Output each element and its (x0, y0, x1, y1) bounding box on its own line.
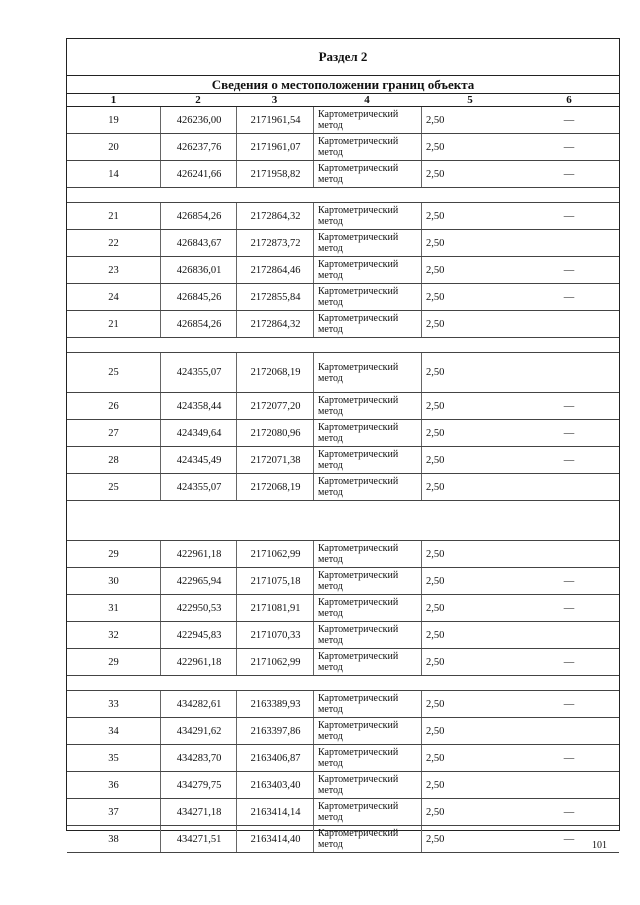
note-cell (519, 541, 619, 567)
method-cell (313, 799, 421, 825)
accuracy-cell: 2,50 (421, 745, 519, 771)
accuracy-cell: 2,50 (421, 649, 519, 675)
table-row (67, 311, 619, 338)
point-number-cell: 30 (108, 575, 119, 587)
x-coordinate-cell: 426854,26 (160, 311, 237, 337)
note-cell (519, 353, 619, 392)
x-coordinate-cell: 424349,64 (160, 420, 237, 446)
column-header-5: 5 (467, 94, 473, 106)
point-number-cell: 26 (108, 400, 119, 412)
column-header-4: 4 (364, 94, 370, 106)
y-coordinate-cell: 2171958,82 (236, 161, 314, 187)
table-row (67, 718, 619, 745)
table-column-headers (67, 94, 619, 107)
method-text: Картометрический метод (318, 828, 399, 850)
method-cell (313, 107, 421, 133)
note-cell: — (563, 656, 575, 668)
method-text: Картометрический метод (318, 801, 399, 823)
method-text: Картометрический метод (318, 259, 399, 281)
note-cell: — (563, 400, 575, 412)
method-cell (313, 134, 421, 160)
x-coordinate-cell: 422961,18 (160, 541, 237, 567)
x-coordinate-cell: 426241,66 (160, 161, 237, 187)
table-row (67, 420, 619, 447)
point-number-cell: 19 (108, 114, 119, 126)
method-cell (313, 772, 421, 798)
accuracy-cell: 2,50 (421, 622, 519, 648)
point-number-cell: 32 (108, 629, 119, 641)
y-coordinate-cell: 2172068,19 (236, 474, 314, 500)
note-cell: — (563, 114, 575, 126)
note-cell (519, 772, 619, 798)
point-number-cell: 36 (108, 779, 119, 791)
x-coordinate-cell: 434291,62 (160, 718, 237, 744)
note-cell: — (563, 602, 575, 614)
y-coordinate-cell: 2171062,99 (236, 649, 314, 675)
method-text: Картометрический метод (318, 543, 399, 565)
method-cell (313, 541, 421, 567)
x-coordinate-cell: 426843,67 (160, 230, 237, 256)
y-coordinate-cell: 2172071,38 (236, 447, 314, 473)
y-coordinate-cell: 2163414,14 (236, 799, 314, 825)
x-coordinate-cell: 426836,01 (160, 257, 237, 283)
table-row (67, 447, 619, 474)
accuracy-cell: 2,50 (421, 541, 519, 567)
table-row (67, 541, 619, 568)
table-row (67, 257, 619, 284)
table-row (67, 134, 619, 161)
table-row (67, 393, 619, 420)
point-number-cell: 38 (108, 833, 119, 845)
column-header-3: 3 (271, 94, 278, 106)
separator-row (67, 338, 619, 353)
x-coordinate-cell: 422961,18 (160, 649, 237, 675)
point-number-cell: 14 (108, 168, 119, 180)
method-text: Картометрический метод (318, 693, 399, 715)
point-number-cell: 27 (108, 427, 119, 439)
table-row (67, 203, 619, 230)
section-title: Раздел 2 (67, 39, 619, 76)
accuracy-cell: 2,50 (421, 230, 519, 256)
y-coordinate-cell: 2163414,40 (236, 826, 314, 852)
accuracy-cell: 2,50 (421, 691, 519, 717)
x-coordinate-cell: 424358,44 (160, 393, 237, 419)
method-text: Картометрический метод (318, 313, 399, 335)
note-cell: — (563, 454, 575, 466)
method-text: Картометрический метод (318, 747, 399, 769)
note-cell: — (563, 168, 575, 180)
point-number-cell: 22 (108, 237, 119, 249)
x-coordinate-cell: 424345,49 (160, 447, 237, 473)
method-cell (313, 161, 421, 187)
accuracy-cell: 2,50 (421, 393, 519, 419)
table-row (67, 799, 619, 826)
note-cell: — (563, 752, 575, 764)
note-cell (519, 311, 619, 337)
page-number: 101 (592, 840, 607, 851)
y-coordinate-cell: 2163389,93 (236, 691, 314, 717)
x-coordinate-cell: 434271,51 (160, 826, 237, 852)
method-text: Картометрический метод (318, 136, 399, 158)
method-cell (313, 420, 421, 446)
point-number-cell: 34 (108, 725, 119, 737)
table-row (67, 826, 619, 853)
accuracy-cell: 2,50 (421, 474, 519, 500)
y-coordinate-cell: 2171961,54 (236, 107, 314, 133)
accuracy-cell: 2,50 (421, 772, 519, 798)
point-number-cell: 21 (108, 318, 119, 330)
method-text: Картометрический метод (318, 449, 399, 471)
y-coordinate-cell: 2172855,84 (236, 284, 314, 310)
accuracy-cell: 2,50 (421, 568, 519, 594)
column-header-1: 1 (110, 94, 117, 106)
point-number-cell: 28 (108, 454, 119, 466)
accuracy-cell: 2,50 (421, 826, 519, 852)
point-number-cell: 31 (108, 602, 119, 614)
y-coordinate-cell: 2172077,20 (236, 393, 314, 419)
x-coordinate-cell: 434283,70 (160, 745, 237, 771)
method-cell (313, 826, 421, 852)
method-cell (313, 691, 421, 717)
method-cell (313, 447, 421, 473)
method-text: Картометрический метод (318, 109, 399, 131)
accuracy-cell: 2,50 (421, 134, 519, 160)
method-cell (313, 568, 421, 594)
method-cell (313, 393, 421, 419)
x-coordinate-cell: 426854,26 (160, 203, 237, 229)
point-number-cell: 20 (108, 141, 119, 153)
method-cell (313, 474, 421, 500)
accuracy-cell: 2,50 (421, 284, 519, 310)
column-header-2: 2 (195, 94, 201, 106)
y-coordinate-cell: 2172873,72 (236, 230, 314, 256)
x-coordinate-cell: 426845,26 (160, 284, 237, 310)
method-cell (313, 745, 421, 771)
point-number-cell: 24 (108, 291, 119, 303)
note-cell: — (563, 210, 575, 222)
method-cell (313, 257, 421, 283)
accuracy-cell: 2,50 (421, 595, 519, 621)
method-cell (313, 622, 421, 648)
table-row (67, 772, 619, 799)
y-coordinate-cell: 2171062,99 (236, 541, 314, 567)
method-cell (313, 595, 421, 621)
method-text: Картометрический метод (318, 232, 399, 254)
accuracy-cell: 2,50 (421, 447, 519, 473)
x-coordinate-cell: 424355,07 (160, 353, 237, 392)
accuracy-cell: 2,50 (421, 311, 519, 337)
method-text: Картометрический метод (318, 597, 399, 619)
point-number-cell: 29 (108, 656, 119, 668)
table-row (67, 745, 619, 772)
table-row (67, 595, 619, 622)
note-cell: — (563, 291, 575, 303)
method-text: Картометрический метод (318, 361, 399, 384)
x-coordinate-cell: 426236,00 (160, 107, 237, 133)
table-body (67, 107, 619, 853)
y-coordinate-cell: 2172864,32 (236, 203, 314, 229)
accuracy-cell: 2,50 (421, 718, 519, 744)
separator-row (67, 188, 619, 203)
accuracy-cell: 2,50 (421, 161, 519, 187)
table-row (67, 230, 619, 257)
note-cell (519, 474, 619, 500)
note-cell: — (563, 833, 575, 845)
table-row (67, 691, 619, 718)
x-coordinate-cell: 422965,94 (160, 568, 237, 594)
accuracy-cell: 2,50 (421, 107, 519, 133)
table-row (67, 649, 619, 676)
accuracy-cell: 2,50 (421, 799, 519, 825)
table-row (67, 568, 619, 595)
point-number-cell: 33 (108, 698, 119, 710)
accuracy-cell: 2,50 (421, 420, 519, 446)
x-coordinate-cell: 434279,75 (160, 772, 237, 798)
x-coordinate-cell: 426237,76 (160, 134, 237, 160)
note-cell: — (563, 698, 575, 710)
method-text: Картометрический метод (318, 395, 399, 417)
method-cell (313, 203, 421, 229)
method-cell (313, 649, 421, 675)
note-cell (519, 718, 619, 744)
method-text: Картометрический метод (318, 624, 399, 646)
separator-row (67, 501, 619, 541)
method-text: Картометрический метод (318, 774, 399, 796)
y-coordinate-cell: 2172080,96 (236, 420, 314, 446)
y-coordinate-cell: 2171961,07 (236, 134, 314, 160)
point-number-cell: 25 (108, 367, 119, 378)
method-text: Картометрический метод (318, 286, 399, 308)
method-cell (313, 284, 421, 310)
method-text: Картометрический метод (318, 651, 399, 673)
y-coordinate-cell: 2171070,33 (236, 622, 314, 648)
point-number-cell: 21 (108, 210, 119, 222)
method-text: Картометрический метод (318, 422, 399, 444)
table-row (67, 622, 619, 649)
x-coordinate-cell: 434271,18 (160, 799, 237, 825)
note-cell: — (563, 575, 575, 587)
subsection-title: Сведения о местоположении границ объекта (67, 76, 619, 94)
point-number-cell: 25 (108, 481, 119, 493)
note-cell: — (563, 141, 575, 153)
point-number-cell: 35 (108, 752, 119, 764)
accuracy-cell: 2,50 (421, 203, 519, 229)
y-coordinate-cell: 2172864,32 (236, 311, 314, 337)
method-cell (313, 230, 421, 256)
method-cell (313, 353, 421, 392)
point-number-cell: 29 (108, 548, 119, 560)
note-cell: — (563, 806, 575, 818)
x-coordinate-cell: 422950,53 (160, 595, 237, 621)
y-coordinate-cell: 2163403,40 (236, 772, 314, 798)
y-coordinate-cell: 2172864,46 (236, 257, 314, 283)
y-coordinate-cell: 2171081,91 (236, 595, 314, 621)
table-row (67, 161, 619, 188)
x-coordinate-cell: 424355,07 (160, 474, 237, 500)
table-row (67, 353, 619, 393)
method-cell (313, 311, 421, 337)
accuracy-cell: 2,50 (421, 257, 519, 283)
table-row (67, 107, 619, 134)
note-cell: — (563, 264, 575, 276)
point-number-cell: 23 (108, 264, 119, 276)
method-text: Картометрический метод (318, 205, 399, 227)
x-coordinate-cell: 434282,61 (160, 691, 237, 717)
x-coordinate-cell: 422945,83 (160, 622, 237, 648)
separator-row (67, 676, 619, 691)
table-row (67, 474, 619, 501)
column-header-6: 6 (566, 94, 572, 106)
y-coordinate-cell: 2171075,18 (236, 568, 314, 594)
note-cell (519, 622, 619, 648)
method-text: Картометрический метод (318, 476, 399, 498)
table-row (67, 284, 619, 311)
y-coordinate-cell: 2163397,86 (236, 718, 314, 744)
y-coordinate-cell: 2172068,19 (236, 353, 314, 392)
method-cell (313, 718, 421, 744)
accuracy-cell: 2,50 (421, 353, 519, 392)
note-cell: — (563, 427, 575, 439)
method-text: Картометрический метод (318, 570, 399, 592)
y-coordinate-cell: 2163406,87 (236, 745, 314, 771)
point-number-cell: 37 (108, 806, 119, 818)
method-text: Картометрический метод (318, 720, 399, 742)
method-text: Картометрический метод (318, 163, 399, 185)
note-cell (519, 230, 619, 256)
